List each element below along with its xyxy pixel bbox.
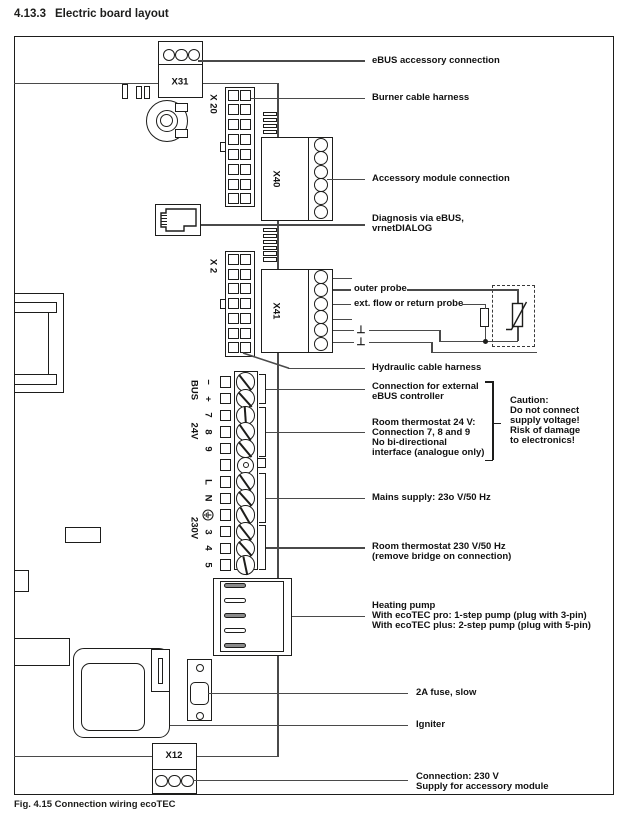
potentiometer-tab [175, 103, 188, 112]
leader-line [431, 352, 537, 354]
caution-note: Caution: [510, 395, 549, 406]
caution-bracket [492, 381, 494, 460]
terminal-square [220, 526, 232, 538]
leader-line [333, 330, 354, 332]
caution-note: Do not connect [510, 405, 580, 416]
x20-cell [240, 193, 251, 204]
comb-bar [263, 251, 277, 255]
x2-cell [228, 283, 239, 294]
terminal-square [220, 393, 232, 405]
ground-symbol: ⊥ [356, 324, 366, 336]
callout-rt24: Connection 7, 8 and 9 [372, 427, 471, 438]
wire [431, 342, 433, 353]
x2-cell [240, 283, 251, 294]
pump-slot [224, 613, 246, 618]
wire [439, 330, 441, 342]
x20-cell [228, 179, 239, 190]
wire [197, 756, 278, 758]
caution-note: to electronics! [510, 435, 575, 446]
comb-bar [263, 130, 277, 134]
page-title [14, 8, 178, 20]
figure-caption: Fig. 4.15 Connection wiring ecoTEC [14, 799, 176, 810]
bracket-rt230 [259, 525, 266, 570]
leader-line [439, 341, 518, 343]
x40-label: X40 [270, 170, 282, 188]
callout-ext-flow-probe: ext. flow or return probe [354, 297, 464, 309]
callout-rt24: No bi-directional [372, 437, 447, 448]
leader-line [333, 304, 351, 306]
x2-cell [228, 269, 239, 280]
x2-cell [240, 313, 251, 324]
terminal-row-label: + [202, 395, 213, 402]
callout-diagnosis: vrnetDIALOG [372, 223, 433, 234]
x20-cell [240, 164, 251, 175]
x41-socket [314, 283, 328, 297]
terminal-row-label: − [202, 379, 213, 385]
caution-bracket-tick [492, 423, 501, 425]
leader-line [369, 330, 440, 332]
pump-slot [224, 583, 246, 588]
relay-box [65, 527, 101, 543]
x20-cell [240, 90, 251, 101]
x2-cell [240, 298, 251, 309]
edge-box [14, 638, 70, 666]
callout-rt230: (remove bridge on connection) [372, 551, 512, 562]
x40-divider [308, 137, 309, 221]
comb-bar [263, 118, 277, 122]
callout-pump: Heating pump [372, 600, 436, 611]
igniter-module-inner [81, 663, 145, 731]
edge-bracket-bar [14, 374, 57, 385]
pump-slot [224, 598, 246, 603]
callout-rt230: Room thermostat 230 V/50 Hz [372, 541, 506, 552]
x12-pin [168, 775, 181, 788]
callout-pump: With ecoTEC plus: 2-step pump (plug with 5-pin) [372, 620, 591, 631]
bracket-bus [259, 374, 266, 404]
callout-rt24: Room thermostat 24 V: [372, 417, 476, 428]
junction-dot [483, 339, 488, 344]
x2-cell [228, 298, 239, 309]
x20-cell [228, 104, 239, 115]
terminal-square [220, 509, 232, 521]
callout-conn230: Connection: 230 V [416, 771, 499, 782]
callout-conn230: Supply for accessory module [416, 781, 549, 792]
callout-outer-probe: outer probe [354, 283, 407, 294]
x20-cell [240, 119, 251, 130]
fuse-body [190, 682, 209, 705]
x20-cell [228, 164, 239, 175]
terminal-square [220, 543, 232, 555]
x41-socket [314, 270, 328, 284]
x2-cell [240, 342, 251, 353]
bracket-mains [259, 473, 266, 523]
terminal-strip-tab [257, 458, 266, 468]
screw-slot [243, 556, 248, 575]
section-title: Electric board layout [54, 8, 169, 20]
earth-terminal-icon [202, 509, 214, 521]
leader-line [288, 368, 365, 370]
leader-line [407, 289, 518, 291]
terminal-row-label: 9 [202, 445, 213, 452]
x2-cell [228, 342, 239, 353]
x40-socket [314, 151, 328, 165]
callout-accessory-module: Accessory module connection [372, 173, 510, 184]
callout-fuse: 2A fuse, slow [416, 687, 477, 698]
x31-divider [158, 64, 203, 65]
resistor-symbol [480, 308, 489, 327]
terminal-row-label: 3 [202, 529, 213, 535]
terminal-square [220, 493, 232, 505]
terminal-row-label: N [202, 495, 213, 502]
leader-line [266, 389, 365, 391]
terminal-group-230v: 230V [188, 516, 200, 540]
leader-line [333, 342, 354, 344]
callout-rt24: interface (analogue only) [372, 447, 485, 458]
x2-cell [240, 269, 251, 280]
terminal-square [220, 476, 232, 488]
x2-side-tab [220, 299, 226, 309]
diagnosis-jack [155, 204, 201, 236]
leader-line [327, 179, 365, 181]
wire [517, 326, 519, 341]
callout-mains: Mains supply: 23o V/50 Hz [372, 492, 491, 503]
bracket-24v [259, 407, 266, 457]
terminal-square [220, 443, 232, 455]
fuse-pin [196, 712, 204, 720]
x12-label: X12 [165, 750, 183, 761]
x20-cell [240, 149, 251, 160]
comb-bar [263, 257, 277, 261]
callout-hydraulic: Hydraulic cable harness [372, 362, 482, 373]
x20-cell [228, 119, 239, 130]
caution-note: Risk of damage [510, 425, 581, 436]
x2-cell [228, 313, 239, 324]
component-bar [122, 84, 128, 99]
leader-line [251, 98, 365, 100]
x41-socket [314, 310, 328, 324]
potentiometer-dot [160, 114, 173, 127]
callout-ebus-accessory: eBUS accessory connection [372, 55, 500, 66]
fuse-pin [196, 664, 204, 672]
x20-cell [228, 149, 239, 160]
x20-cell [228, 134, 239, 145]
terminal-square [220, 559, 232, 571]
leader-line [369, 342, 432, 344]
leader-line [333, 319, 352, 321]
comb-bar [263, 240, 277, 244]
terminal-row-label: 5 [202, 562, 213, 568]
wire [14, 83, 158, 85]
callout-ebus-controller: eBUS controller [372, 391, 444, 402]
leader-line [266, 498, 365, 500]
terminal-square [220, 410, 232, 422]
x20-side-tab [220, 142, 226, 152]
x41-socket [314, 337, 328, 351]
terminal-row-label: 4 [202, 545, 213, 552]
x2-cell [240, 254, 251, 265]
x20-label: X 20 [207, 94, 219, 114]
comb-bar [263, 234, 277, 238]
wire [517, 289, 519, 304]
edge-bracket-link [48, 313, 50, 374]
x41-label: X41 [270, 302, 282, 320]
leader-line [266, 547, 365, 549]
leader-line [292, 616, 365, 618]
terminal-group-24v: 24V [188, 422, 200, 440]
leader-line [462, 304, 486, 306]
component-bar [144, 86, 150, 99]
leader-line [333, 289, 351, 291]
callout-ebus-controller: Connection for external [372, 381, 479, 392]
component-bar [136, 86, 142, 99]
x20-cell [228, 90, 239, 101]
x12-pin [181, 775, 194, 788]
terminal-row-label: 8 [202, 429, 213, 435]
x40-socket [314, 191, 328, 205]
x41-socket [314, 323, 328, 337]
comb-bar [263, 228, 277, 232]
screw-slot [239, 441, 252, 457]
edge-notch [14, 570, 29, 592]
caution-bracket-tick [485, 460, 493, 462]
x40-socket [314, 138, 328, 152]
wire [14, 756, 152, 758]
terminal-square [220, 426, 232, 438]
callout-burner: Burner cable harness [372, 92, 470, 103]
x40-socket [314, 205, 328, 219]
wire [203, 83, 278, 85]
callout-pump: With ecoTEC pro: 1-step pump (plug with 3-pin) [372, 610, 587, 621]
comb-bar [263, 112, 277, 116]
x40-socket [314, 178, 328, 192]
x31-label: X31 [171, 76, 189, 88]
x2-cell [228, 328, 239, 339]
leader-line [208, 693, 408, 695]
x12-divider [152, 769, 197, 770]
pump-slot [224, 628, 246, 633]
x20-cell [240, 179, 251, 190]
caution-note: supply voltage! [510, 415, 580, 426]
terminal-row-label: 7 [202, 412, 213, 418]
leader-line [198, 60, 365, 62]
potentiometer-tab [175, 129, 188, 138]
terminal-square [220, 459, 232, 471]
x2-label: X 2 [207, 258, 219, 274]
comb-bar [263, 246, 277, 250]
terminal-screw [236, 555, 255, 574]
x2-cell [240, 328, 251, 339]
terminal-group-bus: BUS [188, 379, 200, 401]
x20-cell [240, 104, 251, 115]
x41-divider [308, 269, 309, 353]
x20-cell [228, 193, 239, 204]
x12-pin [155, 775, 168, 788]
probe-dashed-box [492, 285, 535, 347]
x31-pin [175, 49, 188, 62]
ground-symbol: ⊥ [356, 336, 366, 348]
screw-slot [239, 392, 253, 407]
x20-cell [240, 134, 251, 145]
leader-line [193, 780, 408, 782]
pump-slot [224, 643, 246, 648]
leader-line [333, 278, 352, 280]
igniter-connector-slot [158, 658, 163, 684]
section-number: 4.13.3 [14, 8, 46, 20]
leader-line [170, 725, 408, 727]
x41-socket [314, 297, 328, 311]
comb-bar [263, 124, 277, 128]
leader-line [201, 224, 365, 226]
wire [485, 304, 487, 309]
terminal-row-label: L [202, 478, 213, 485]
callout-diagnosis: Diagnosis via eBUS, [372, 213, 464, 224]
leader-line [266, 432, 365, 434]
callout-igniter: Igniter [416, 719, 446, 730]
caution-bracket-tick [485, 381, 493, 383]
x40-socket [314, 165, 328, 179]
x2-cell [228, 254, 239, 265]
terminal-square [220, 376, 232, 388]
edge-bracket-bar [14, 302, 57, 313]
